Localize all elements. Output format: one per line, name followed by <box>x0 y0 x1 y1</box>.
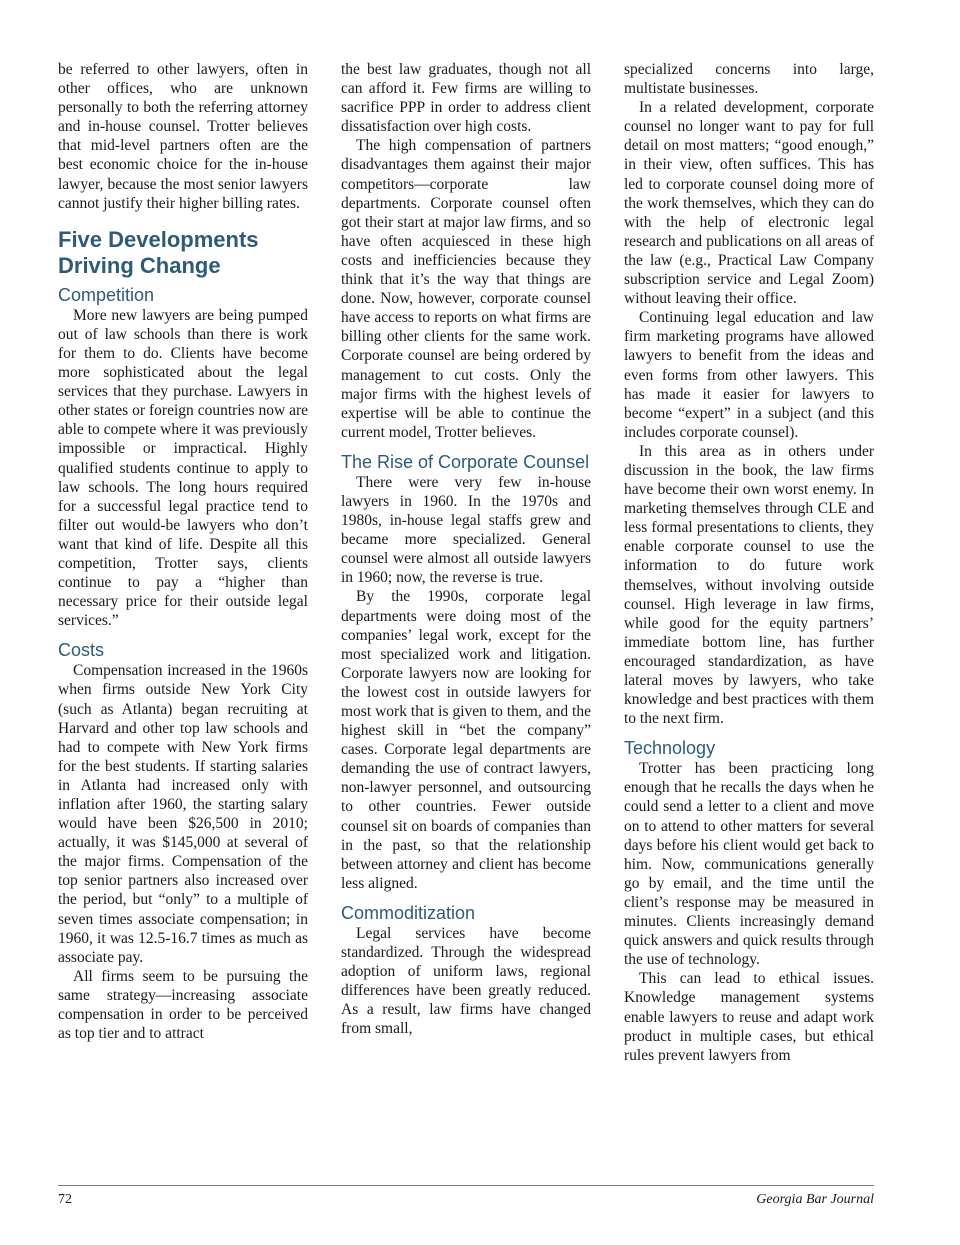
article-page <box>58 60 874 1170</box>
paragraph: There were very few in-house lawyers in 1960. In the 1970s and 1980s, in-house legal staffs grew and became more specialized. General counsel were almost all outside lawyers in 1960; now, the reverse is true. <box>341 473 591 587</box>
paragraph: All firms seem to be pursuing the same strategy—increasing associate compensation in order to be perceived as top tier and to attract <box>58 967 308 1043</box>
subheading-commoditization: Commoditization <box>341 902 476 923</box>
paragraph: the best law graduates, though not all can afford it. Few firms are willing to sacrifice PPP in order to address client dissatisfaction over high costs. <box>341 61 591 136</box>
paragraph: Trotter has been practicing long enough that he recalls the days when he could send a letter to a client and move on to attend to other matters for several days before his client would get back to him. Now, communications generally go by email, and the time until the client’s response may be measured in minutes. Clients increasingly demand quick answers and quick results through the use of technology. <box>624 760 874 969</box>
journal-name: Georgia Bar Journal <box>756 1192 874 1207</box>
paragraph: Legal services have become standardized. Through the widespread adoption of uniform laws, regional differences have been greatly reduced. As a result, law firms have changed from small, <box>341 924 591 1038</box>
paragraph: Compensation increased in the 1960s when firms outside New York City (such as Atlanta) began recruiting at Harvard and other top law schools and had to compete with New York firms for the best students. If starting salaries in Atlanta had increased only with inflation after 1960, the starting salary would have been $26,500 in 2010; actually, it was $145,000 at several of the major firms. Compensation of the top senior partners also increased over the period, but “only” to a multiple of seven times associate compensation; in 1960, it was 12.5-16.7 times as much as associate pay. <box>58 662 308 966</box>
footer-rule <box>58 1185 874 1186</box>
subheading-competition: Competition <box>58 284 155 305</box>
paragraph: be referred to other lawyers, often in other offices, who are unknown personally to both the referring attorney and in-house counsel. Trotter believes that mid-level partners often are the best economic choice for the in-house lawyer, because the most senior lawyers cannot justify their higher billing rates. <box>58 61 308 212</box>
section-heading: Five Developments Driving Change <box>58 226 259 278</box>
column-2 <box>341 60 591 1039</box>
paragraph: In a related development, corporate counsel no longer want to pay for full detail on most matters; “good enough,” in their view, often suffices. This has led to corporate counsel doing more of the work themselves, which they can do with the help of electronic legal research and publications on all areas of the law (e.g., Practical Law Company subscription service and Legal Zoom) without leaving their office. <box>624 99 874 308</box>
column-3 <box>624 60 874 1065</box>
subheading-costs: Costs <box>58 640 105 661</box>
paragraph: The high compensation of partners disadvantages them against their major competitors—corporate law departments. Corporate counsel often got their start at major law firms, and so have often acquiesced in these high costs and inefficiencies because they think that it’s the way that things are done. Now, however, corporate counsel have access to reports on what firms are billing other clients for the same work. Corporate counsel are being ordered by management to cut costs. Only the major firms with the highest levels of expertise will be able to continue the current model, Trotter believes. <box>341 137 591 441</box>
subheading-rise-of-corporate-counsel: The Rise of Corporate Counsel <box>341 451 590 472</box>
paragraph: Continuing legal education and law firm marketing programs have allowed lawyers to benefit from the ideas and even forms from other lawyers. This has made it easier for lawyers to become “expert” in a subject (and this includes corporate counsel). <box>624 309 874 441</box>
paragraph: In this area as in others under discussion in the book, the law firms have become their own worst enemy. In marketing themselves through CLE and less formal presentations to clients, they enable corporate counsel to use the information to do future work themselves, without involving outside counsel. High leverage in law firms, while good for the equity partners’ immediate bottom line, has further encouraged standardization, as have lateral moves by lawyers, who take knowledge and best practices with them to the next firm. <box>624 442 874 728</box>
subheading-technology: Technology <box>624 738 716 759</box>
paragraph: This can lead to ethical issues. Knowledge management systems enable lawyers to reuse and adapt work product in multiple cases, but ethical rules prevent lawyers from <box>624 970 874 1064</box>
column-1 <box>58 60 308 1043</box>
paragraph: specialized concerns into large, multistate businesses. <box>624 61 874 98</box>
paragraph: By the 1990s, corporate legal departments were doing most of the companies’ legal work, except for the most specialized work and litigation. Corporate lawyers now are looking for the lowest cost in outside lawyers for most work that is given to them, and the highest skill in “bet the company” cases. Corporate legal departments are demanding the use of contract lawyers, non-lawyer personnel, and outsourcing to other countries. Fewer outside counsel sit on boards of companies than in the past, so that the relationship between attorney and client has become less aligned. <box>341 588 591 892</box>
paragraph: More new lawyers are being pumped out of law schools than there is work for them to do. Clients have become more sophisticated about the legal services that they purchase. Lawyers in other states or foreign countries now are able to compete where it was previously impossible or impractical. Highly qualified students continue to apply to law schools. The long hours required for a successful legal practice tend to filter out would-be lawyers who don’t want that kind of life. Despite all this competition, Trotter says, clients continue to pay a “higher than necessary price for their outside legal services.” <box>58 306 308 630</box>
page-number: 72 <box>58 1192 72 1207</box>
